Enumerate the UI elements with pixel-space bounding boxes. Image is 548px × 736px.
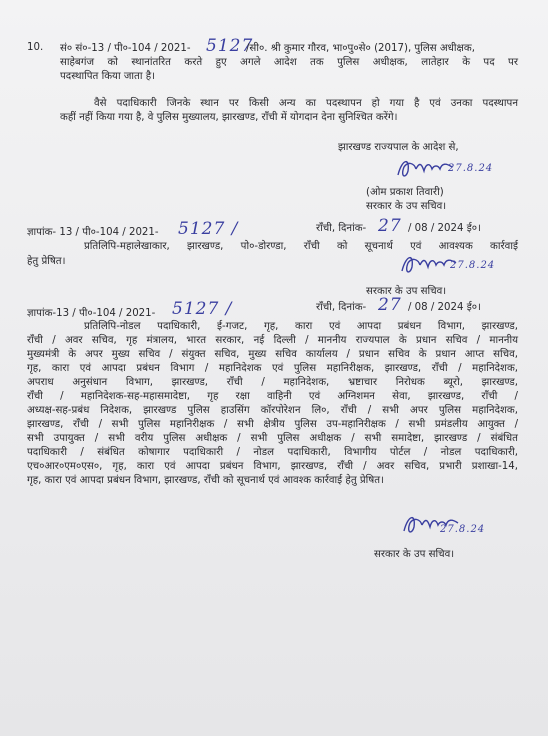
- memo1-place-date: राँची, दिनांक-: [316, 223, 367, 234]
- signature-1-date: 27.8.24: [448, 163, 494, 174]
- memo2-date-handwritten: 27: [378, 295, 402, 315]
- item-number: 10.: [27, 42, 44, 53]
- memo1-date-handwritten: 27: [378, 216, 402, 236]
- signer-title-2: सरकार के उप सचिव।: [366, 286, 447, 297]
- memo2-copy-line: प्रतिलिपि-नोडल पदाधिकारी, ई-गजट, गृह, कारा एवं आपदा प्रबंधन विभाग, झारखण्ड,: [84, 321, 518, 332]
- memo2-copy-line: अध्यक्ष-सह-प्रबंध निदेशक, झारखण्ड पुलिस हाउसिंग कॉरपोरेशन लि०, राँची / सभी अपर पुलिस महानिदेशक,: [27, 405, 518, 416]
- memo1-copy-line1: प्रतिलिपि-महालेखाकार, झारखण्ड, पो०-डोरण्डा, राँची को सूचनार्थ एवं आवश्यक कार्रवाई: [84, 241, 518, 252]
- signer-name: (ओम प्रकाश तिवारी): [366, 187, 444, 198]
- memo1-ref-handwritten: 5127 /: [178, 219, 239, 239]
- memo2-copy-line: झारखण्ड, राँची / सभी पुलिस महानिरीक्षक / सभी क्षेत्रीय पुलिस उप-महानिरीक्षक / सभी प्रमंडलीय आयुक्त /: [27, 419, 518, 430]
- memo1-copy-line2: हेतु प्रेषित।: [27, 256, 66, 267]
- memo1-date-rest: / 08 / 2024 ई०।: [408, 223, 481, 234]
- memo2-ref-handwritten: 5127 /: [172, 299, 233, 319]
- memo2-copy-line: गृह, कारा एवं आपदा प्रबंधन विभाग, झारखण्ड, राँची को सूचनार्थ एवं आवश्क कार्रवाई हेतु प्रेषित।: [27, 475, 384, 486]
- item10-line1-prefix: सं० सं०-13 / पी०-104 / 2021-: [60, 43, 191, 54]
- item10-line3: पदस्थापित किया जाता है।: [60, 71, 155, 82]
- memo2-copy-line: मुख्यमंत्री के अपर मुख्य सचिव / संयुक्त सचिव, मुख्य सचिव कार्यालय / प्रधान सचिव के प्रधान आप्त सचिव,: [27, 349, 518, 360]
- memo2-copy-line: गृह, कारा एवं आपदा प्रबंधन विभाग / महानिदेशक एवं पुलिस महानिरीक्षक, झारखण्ड, राँची / महानिदेशक,: [27, 363, 518, 374]
- memo2-place-date: राँची, दिनांक-: [316, 302, 367, 313]
- by-order-line: झारखण्ड राज्यपाल के आदेश से,: [338, 142, 459, 153]
- signature-3-date: 27.8.24: [440, 524, 486, 535]
- item10-line1-rest: /सी०. श्री कुमार गौरव, भा०पु०से० (2017), पुलिस अधीक्षक,: [246, 43, 475, 54]
- memo2-copy-line: राँची / महानिदेशक-सह-महासमादेष्टा, गृह रक्षा वाहिनी एवं अग्निशमन सेवा, झारखण्ड, राँची /: [27, 391, 518, 402]
- signer-title-3: सरकार के उप सचिव।: [374, 549, 455, 560]
- signature-2-date: 27.8.24: [450, 260, 496, 271]
- memo2-copy-line: सभी उपायुक्त / सभी वरीय पुलिस अधीक्षक / सभी पुलिस अधीक्षक / सभी समादेष्टा, झारखण्ड / संबंधित: [27, 433, 518, 444]
- item10-line2: साहेबगंज को स्थानांतरित करते हुए अगले आदेश तक पुलिस अधीक्षक, लातेहार के पद पर: [60, 57, 518, 68]
- memo2-copy-line: राँची / अवर सचिव, गृह मंत्रालय, भारत सरकार, नई दिल्ली / माननीय राज्यपाल के प्रधान सचिव / माननीय: [27, 335, 518, 346]
- memo1-ref: ज्ञापांक- 13 / पी०-104 / 2021-: [27, 227, 159, 238]
- memo2-copy-line: पदाधिकारी / संबंधित कोषागार पदाधिकारी / नोडल पदाधिकारी, विभागीय पोर्टल / नोडल पदाधिकारी,: [27, 447, 518, 458]
- memo2-ref: ज्ञापांक-13 / पी०-104 / 2021-: [27, 308, 156, 319]
- memo2-copy-line: एच०आर०एम०एस०, गृह, कारा एवं आपदा प्रबंधन विभाग, झारखण्ड, राँची / अवर सचिव, प्रभारी प्रशाखा-14,: [27, 461, 518, 472]
- para2-line1: वैसे पदाधिकारी जिनके स्थान पर किसी अन्य का पदस्थापन हो गया है एवं उनका पदस्थापन: [94, 98, 518, 109]
- para2-line2: कहीं नहीं किया गया है, वे पुलिस मुख्यालय, झारखण्ड, राँची में योगदान देना सुनिश्चित करेंगे।: [60, 112, 398, 123]
- handwritten-memo-number: 5127: [206, 36, 254, 56]
- memo2-date-rest: / 08 / 2024 ई०।: [408, 302, 481, 313]
- signer-title-1: सरकार के उप सचिव।: [366, 201, 447, 212]
- memo2-copy-line: अपराध अनुसंधान विभाग, झारखण्ड, राँची / महानिदेशक, भ्रष्टाचार निरोधक ब्यूरो, झारखण्ड,: [27, 377, 518, 388]
